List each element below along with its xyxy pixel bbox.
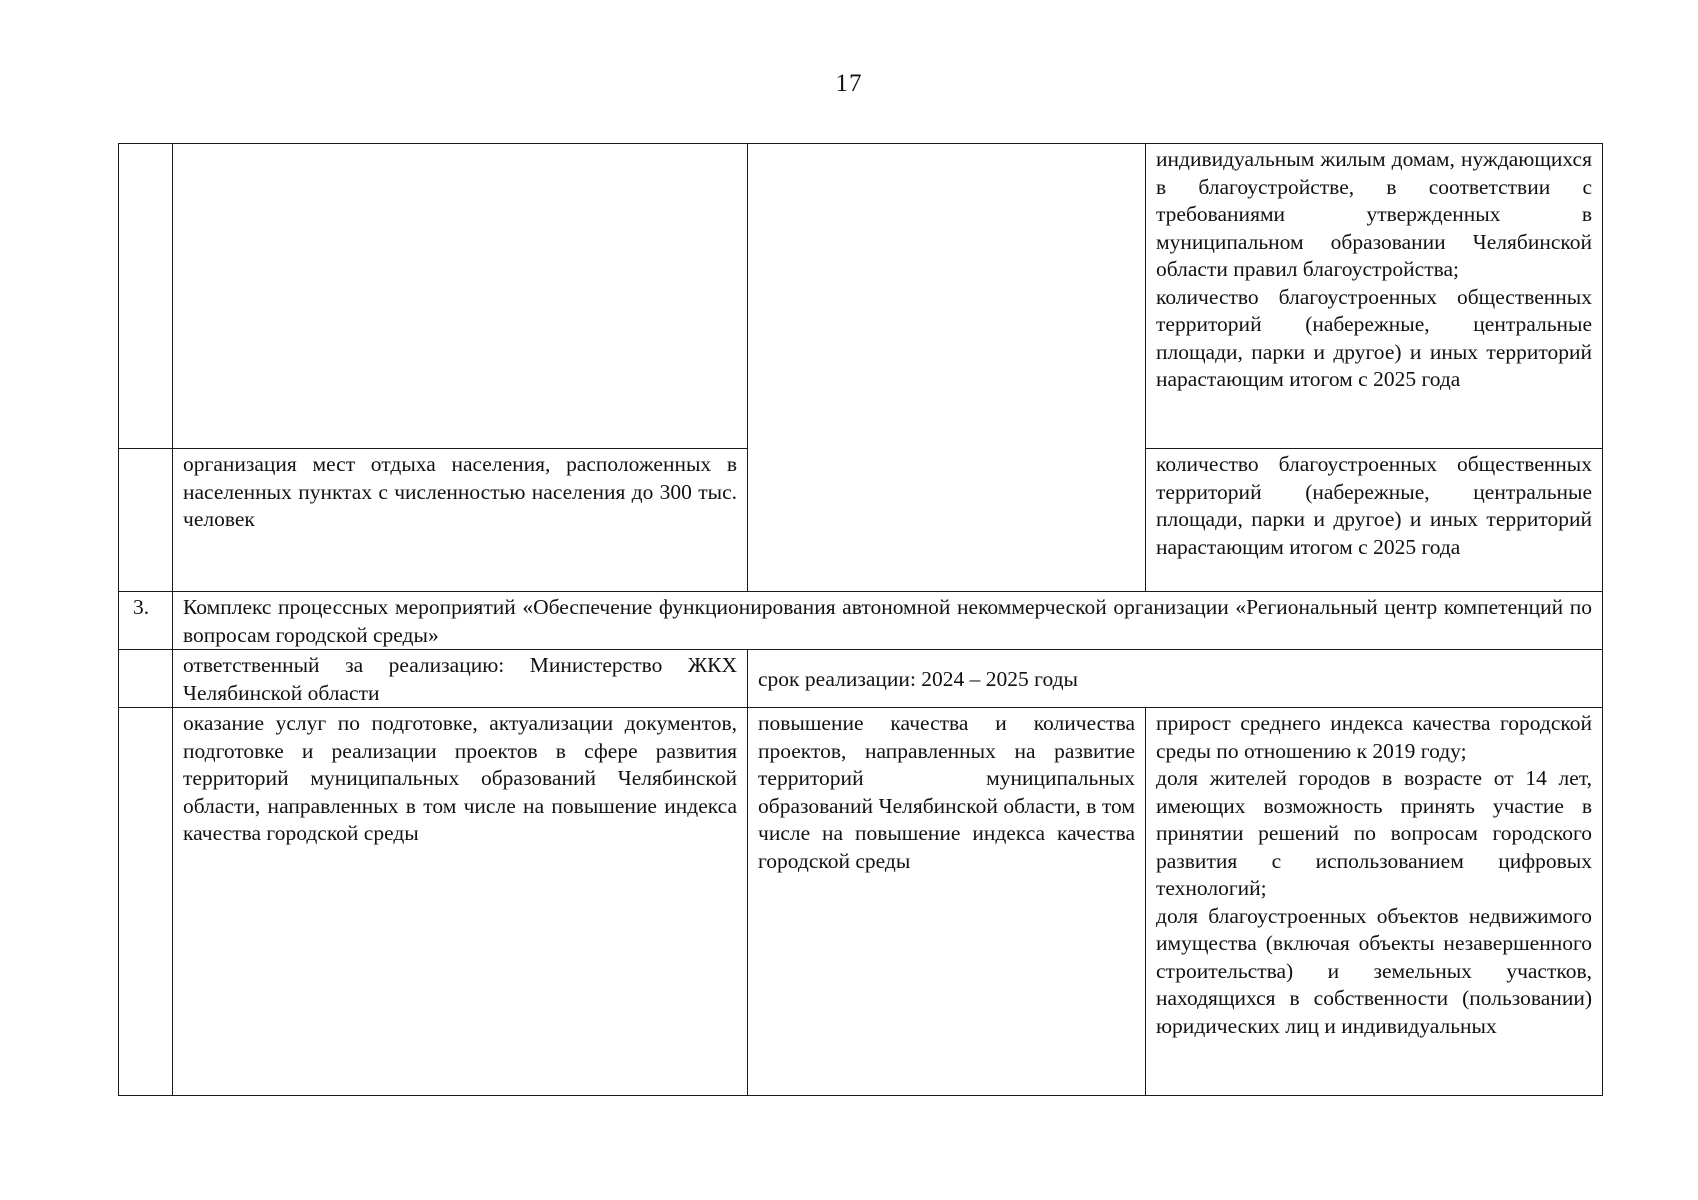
effect-cell: повышение качества и количества проектов, направленных на развитие территорий муниципальных образований Челябинской области, в том числе на повышение индекса качества городской среды (748, 708, 1146, 1096)
section-title: Комплекс процессных мероприятий «Обеспечение функционирования автономной некоммерческой организации «Региональный центр компетенций по вопросам городской среды» (173, 592, 1603, 650)
table-row (119, 592, 1603, 650)
section-number: 3. (119, 592, 173, 650)
indicator-cell (1146, 708, 1603, 1096)
row-number-cell (119, 144, 173, 449)
term-cell: срок реализации: 2024 – 2025 годы (748, 650, 1603, 708)
measures-table (118, 143, 1603, 1096)
table-row (119, 650, 1603, 708)
measure-name-cell: организация мест отдыха населения, расположенных в населенных пунктах с численностью населения до 300 тыс. человек (173, 449, 748, 592)
measure-name-cell (173, 144, 748, 449)
indicator-text: доля жителей городов в возрасте от 14 лет, имеющих возможность принять участие в принятии решений по вопросам городского развития с использованием цифровых технологий; (1156, 766, 1592, 900)
table-row (119, 144, 1603, 449)
responsible-cell: ответственный за реализацию: Министерство ЖКХ Челябинской области (173, 650, 748, 708)
indicator-text: доля благоустроенных объектов недвижимого имущества (включая объекты незавершенного строительства) и земельных участков, находящихся в собственности (пользовании) юридических лиц и индивидуальных (1156, 903, 1592, 1038)
indicator-text: индивидуальным жилым домам, нуждающихся в благоустройстве, в соответствии с требованиями утвержденных в муниципальном образовании Челябинской области правил благоустройства; (1156, 147, 1592, 281)
task-cell: оказание услуг по подготовке, актуализации документов, подготовке и реализации проектов в сфере развития территорий муниципальных образований Челябинской области, направленных в том числе на повышение индекса качества городской среды (173, 708, 748, 1096)
indicator-text: количество благоустроенных общественных территорий (набережные, центральные площади, парки и другое) и иных территорий нарастающим итогом с 2025 года (1156, 284, 1592, 391)
indicator-cell: количество благоустроенных общественных территорий (набережные, центральные площади, парки и другое) и иных территорий нарастающим итогом с 2025 года (1146, 449, 1603, 592)
page-number: 17 (835, 70, 863, 97)
table-row (119, 708, 1603, 1096)
row-number-cell (119, 650, 173, 708)
indicator-cell (1146, 144, 1603, 449)
row-number-cell (119, 449, 173, 592)
expected-effect-cell (748, 144, 1146, 592)
row-number-cell (119, 708, 173, 1096)
indicator-text: прирост среднего индекса качества городской среды по отношению к 2019 году; (1156, 711, 1592, 763)
